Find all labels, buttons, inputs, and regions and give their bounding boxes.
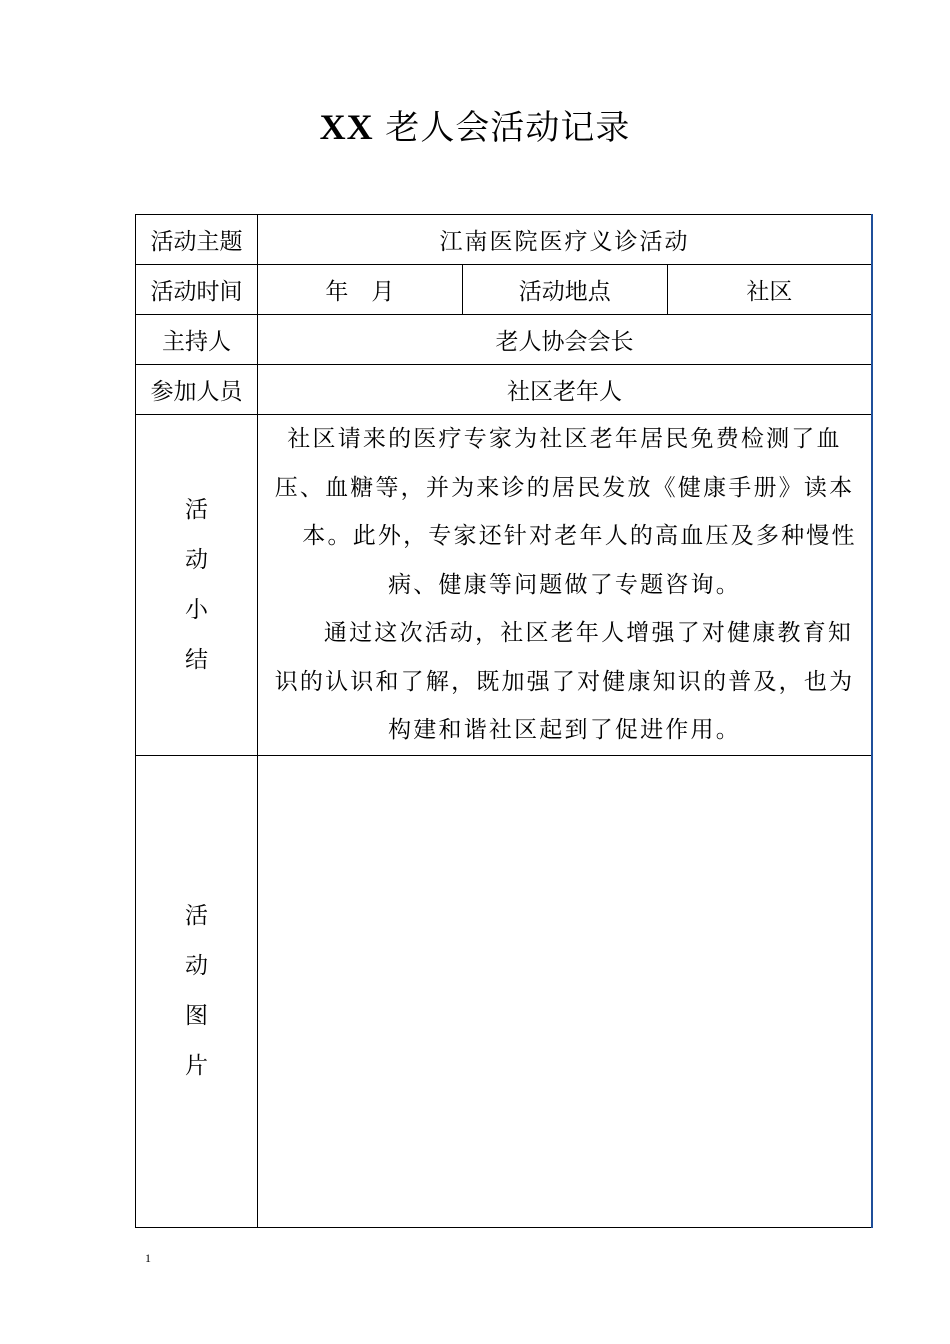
host-value: 老人协会会长 xyxy=(258,315,873,365)
place-value: 社区 xyxy=(667,265,872,315)
photos-label-char: 片 xyxy=(185,1053,208,1079)
host-label: 主持人 xyxy=(136,315,258,365)
time-value: 年 月 xyxy=(258,265,463,315)
summary-line: 通过这次活动，社区老年人增强了对健康教育知 xyxy=(323,620,854,646)
photos-label-char: 图 xyxy=(185,1003,208,1029)
table-row-participants xyxy=(136,365,873,415)
photos-area xyxy=(258,755,873,1227)
title-text: 老人会活动记录 xyxy=(385,108,631,148)
place-label: 活动地点 xyxy=(462,265,667,315)
summary-label-char: 活 xyxy=(185,496,208,523)
summary-label-char: 小 xyxy=(185,596,208,623)
theme-value: 江南医院医疗义诊活动 xyxy=(258,215,873,265)
summary-text xyxy=(258,415,873,756)
theme-label: 活动主题 xyxy=(136,215,258,265)
summary-line: 病、健康等问题做了专题咨询。 xyxy=(388,571,741,598)
photos-label xyxy=(136,755,258,1227)
title-prefix: XX xyxy=(319,107,374,147)
table-row-time-place xyxy=(136,265,873,315)
photos-label-char: 动 xyxy=(185,953,208,979)
photos-label-char: 活 xyxy=(185,903,208,929)
summary-label xyxy=(136,415,258,756)
document-title xyxy=(0,100,950,149)
summary-line: 本。此外，专家还针对老年人的高血压及多种慢性 xyxy=(302,523,857,549)
participants-value: 社区老年人 xyxy=(258,365,873,415)
summary-label-char: 动 xyxy=(185,546,208,573)
table-row-host xyxy=(136,315,873,365)
summary-line: 构建和谐社区起到了促进作用。 xyxy=(388,717,741,743)
table-row-summary xyxy=(136,415,873,756)
summary-line: 社区请来的医疗专家为社区老年居民免费检测了血 xyxy=(287,426,842,452)
participants-label: 参加人员 xyxy=(136,365,258,415)
activity-record-table xyxy=(135,214,873,1228)
table-row-photos xyxy=(136,755,873,1227)
table-row-theme xyxy=(136,215,873,265)
page-number: 1 xyxy=(145,1251,151,1265)
time-label: 活动时间 xyxy=(136,265,258,315)
summary-line: 识的认识和了解，既加强了对健康知识的普及，也为 xyxy=(274,668,855,695)
summary-label-char: 结 xyxy=(185,646,208,673)
summary-line: 压、血糖等，并为来诊的居民发放《健康手册》读本 xyxy=(274,474,855,501)
